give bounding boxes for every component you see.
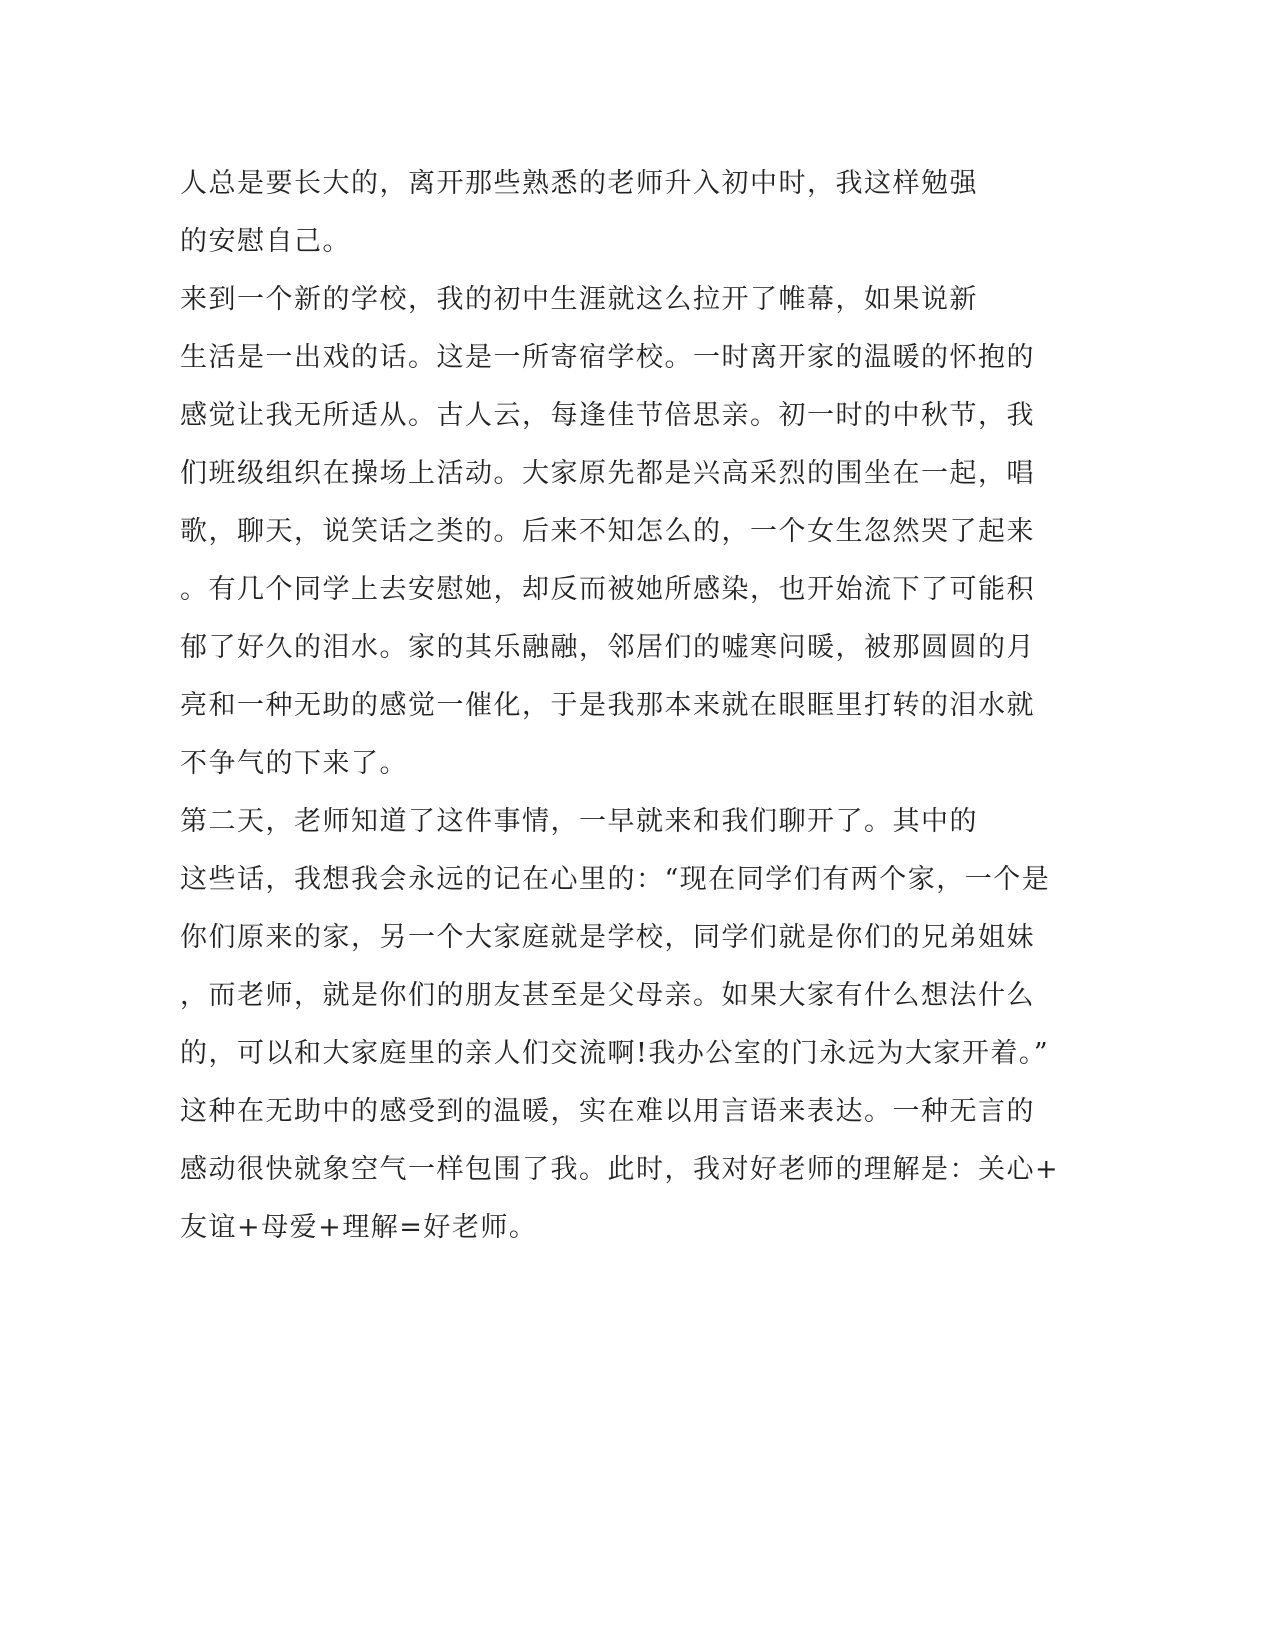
text-line: 的安慰自己。	[180, 226, 351, 257]
text-line: 感觉让我无所适从。古人云，每逢佳节倍思亲。初一时的中秋节，我	[180, 400, 1035, 431]
text-line: 人总是要长大的，离开那些熟悉的老师升入初中时，我这样勉强	[180, 168, 978, 199]
text-line: 这种在无助中的感受到的温暖，实在难以用言语来表达。一种无言的	[180, 1096, 1035, 1127]
text-line: 友谊+母爱+理解=好老师。	[180, 1212, 538, 1243]
text-line: 这些话，我想我会永远的记在心里的：“现在同学们有两个家，一个是	[180, 864, 1051, 895]
text-line: 第二天，老师知道了这件事情，一早就来和我们聊开了。其中的	[180, 806, 978, 837]
text-line: 生活是一出戏的话。这是一所寄宿学校。一时离开家的温暖的怀抱的	[180, 342, 1035, 373]
text-line: 们班级组织在操场上活动。大家原先都是兴高采烈的围坐在一起，唱	[180, 458, 1035, 489]
text-line: 郁了好久的泪水。家的其乐融融，邻居们的嘘寒问暖，被那圆圆的月	[180, 632, 1035, 663]
document-body	[180, 155, 1060, 1257]
text-line: ，而老师，就是你们的朋友甚至是父母亲。如果大家有什么想法什么	[180, 980, 1035, 1011]
text-line: 感动很快就象空气一样包围了我。此时，我对好老师的理解是：关心+	[180, 1154, 1060, 1185]
text-line: 不争气的下来了。	[180, 748, 408, 779]
text-line: 歌，聊天，说笑话之类的。后来不知怎么的，一个女生忽然哭了起来	[180, 516, 1035, 547]
text-line: 来到一个新的学校，我的初中生涯就这么拉开了帷幕，如果说新	[180, 284, 978, 315]
text-line: 的，可以和大家庭里的亲人们交流啊!我办公室的门永远为大家开着。”	[180, 1038, 1050, 1069]
text-line: 。有几个同学上去安慰她，却反而被她所感染，也开始流下了可能积	[180, 574, 1035, 605]
text-line: 你们原来的家，另一个大家庭就是学校，同学们就是你们的兄弟姐妹	[180, 922, 1035, 953]
text-line: 亮和一种无助的感觉一催化，于是我那本来就在眼眶里打转的泪水就	[180, 690, 1035, 721]
